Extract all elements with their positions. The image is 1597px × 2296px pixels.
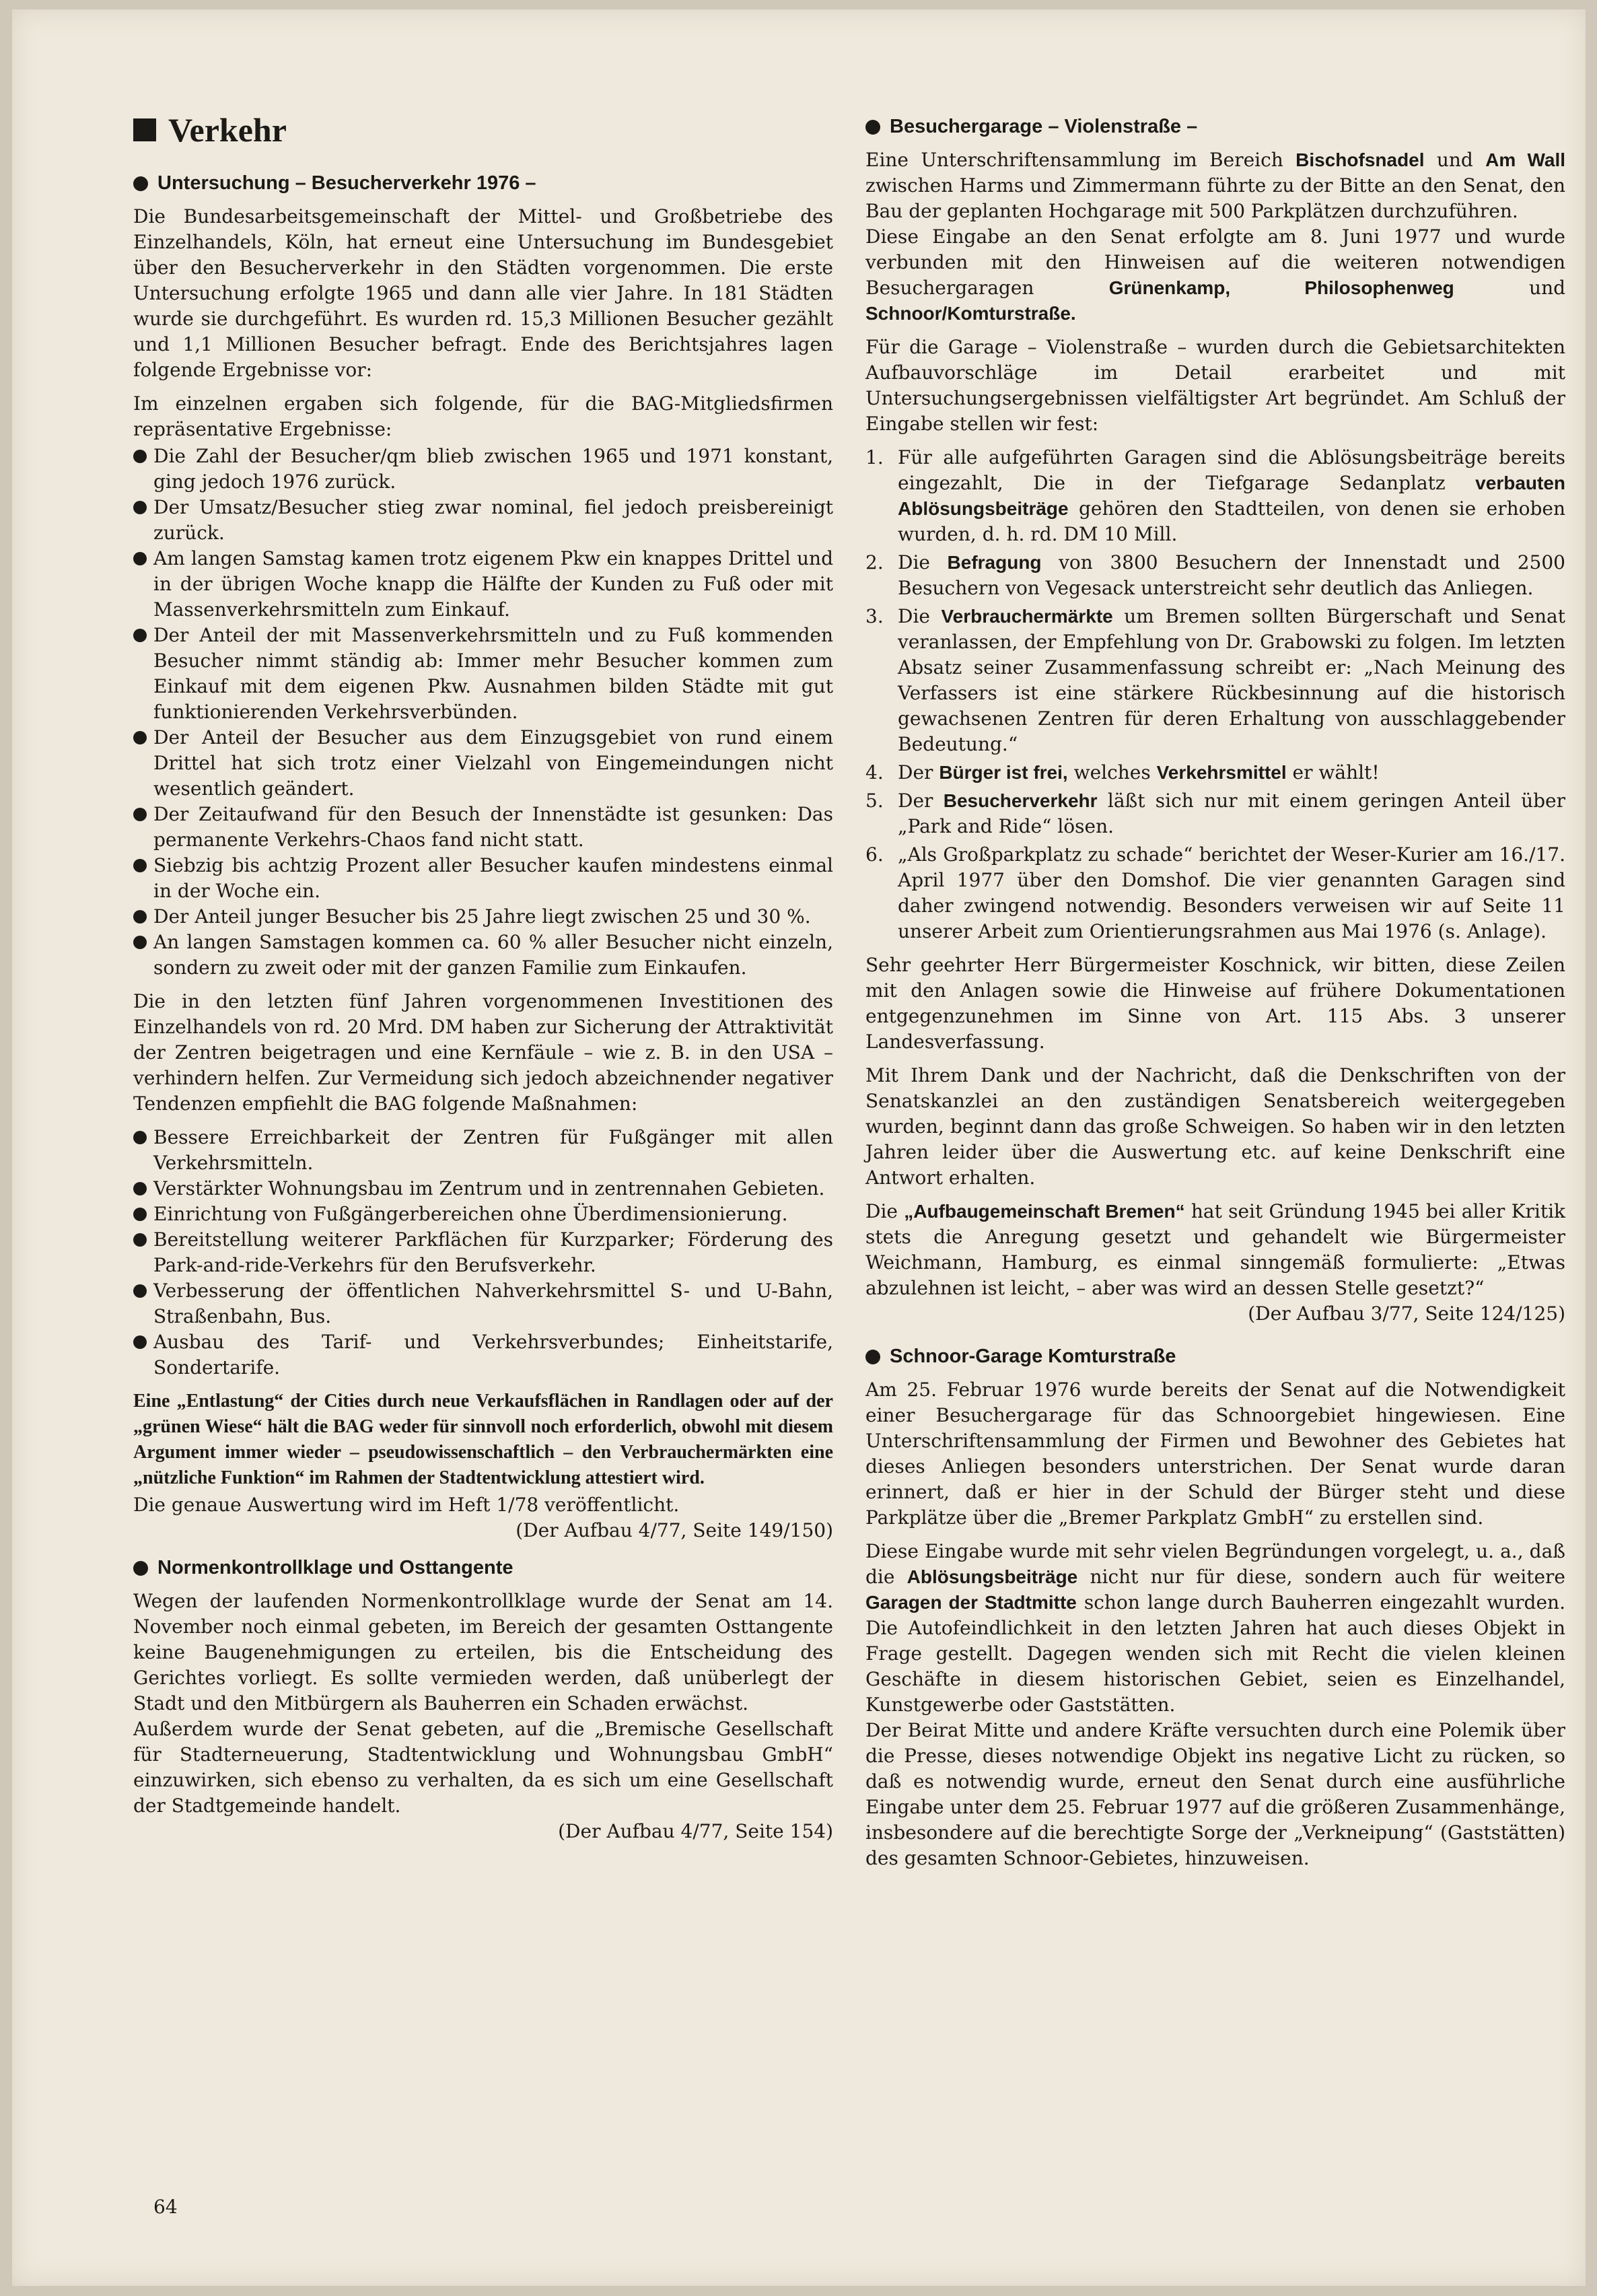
list-item: 2. Die Befragung von 3800 Besuchern der Innenstadt und 2500 Besuchern von Vegesack unterstreicht sehr deutlich das Anliegen. (865, 551, 1565, 599)
left-column (133, 110, 833, 1851)
bullet-dot-icon (865, 1350, 880, 1364)
paragraph: Diese Eingabe an den Senat erfolgte am 8. Juni 1977 und wurde verbunden mit den Hinweisen auf die weiteren notwendigen Besuchergaragen Grünenkamp, Philosophenweg und Schnoor/Komturstraße. (865, 225, 1566, 324)
results-list (133, 444, 833, 981)
paragraph: Mit Ihrem Dank und der Nachricht, daß die Denkschriften von der Senatskanzlei an den zuständigen Senatsbereich weitergegeben wurden, beginnt dann das große Schweigen. So haben wir in den letzten Jahren leider über die Auswertung etc. auf keine Denkschrift eine Antwort erhalten. (865, 1064, 1565, 1189)
list-item: Siebzig bis achtzig Prozent aller Besucher kaufen mindestens einmal in der Woche ein. (133, 853, 833, 904)
list-item: Der Umsatz/Besucher stieg zwar nominal, fiel jedoch preisbereinigt zurück. (133, 495, 833, 546)
list-item: Der Zeitaufwand für den Besuch der Innenstädte ist gesunken: Das permanente Verkehrs-Chaos fand nicht statt. (133, 802, 833, 853)
list-item: 4. Der Bürger ist frei, welches Verkehrsmittel er wählt! (865, 761, 1380, 784)
list-item: Ausbau des Tarif- und Verkehrsverbundes; Einheitstarife, Sondertarife. (133, 1329, 833, 1381)
list-item: 6. „Als Großparkplatz zu schade“ berichtet der Weser-Kurier am 16./17. April 1977 über den Domshof. Die vier genannten Garagen sind daher zwingend notwendig. Besonders verweisen wir auf Seite 11 unserer Arbeit zum Orientierungsrahmen aus Mai 1976 (s. Anlage). (865, 843, 1565, 942)
square-bullet-icon (133, 118, 156, 141)
document-page (12, 9, 1586, 2286)
list-item: Am langen Samstag kamen trotz eigenem Pkw ein knappes Drittel und in der übrigen Woche knapp die Hälfte der Kunden zu Fuß oder mit Massenverkehrsmitteln zum Einkauf. (133, 546, 833, 623)
list-item: Bessere Erreichbarkeit der Zentren für Fußgänger mit allen Verkehrsmitteln. (133, 1125, 833, 1176)
heading-besuchergarage: Besuchergarage – Violenstraße – (865, 116, 1565, 138)
list-item: Der Anteil junger Besucher bis 25 Jahre liegt zwischen 25 und 30 %. (133, 904, 833, 930)
bullet-dot-icon (133, 176, 148, 191)
citation: (Der Aufbau 4/77, Seite 154) (558, 1820, 833, 1842)
list-item: Die Zahl der Besucher/qm blieb zwischen 1965 und 1971 konstant, ging jedoch 1976 zurück. (133, 444, 833, 495)
page-number: 64 (153, 2196, 178, 2218)
paragraph: Im einzelnen ergaben sich folgende, für die BAG-Mitgliedsfirmen repräsentative Ergebnisse: (133, 392, 833, 440)
heading-untersuchung: Untersuchung – Besucherverkehr 1976 – (133, 172, 833, 195)
paragraph: Die in den letzten fünf Jahren vorgenommenen Investitionen des Einzelhandels von rd. 20 Mrd. DM haben zur Sicherung der Attraktivität der Zentren beigetragen und eine Kernfäule – wie z. B. in den USA – verhindern helfen. Zur Vermeidung sich jedoch abzeichnender negativer Tendenzen empfiehlt die BAG folgende Maßnahmen: (133, 990, 833, 1115)
section-title: Verkehr (133, 110, 833, 149)
list-item: Verstärkter Wohnungsbau im Zentrum und in zentrennahen Gebieten. (133, 1176, 833, 1202)
paragraph: Wegen der laufenden Normenkontrollklage wurde der Senat am 14. November noch einmal gebeten, im Bereich der gesamten Osttangente keine Baugenehmigungen zu erteilen, bis die Entscheidung des Gerichtes vorliegt. Es sollte vermieden werden, daß unüberlegt der Stadt und den Mitbürgern als Bauherren ein Schaden erwächst. (133, 1590, 833, 1714)
paragraph: Diese Eingabe wurde mit sehr vielen Begründungen vorgelegt, u. a., daß die Ablösungsbeiträge nicht nur für diese, sondern auch für weitere Garagen der Stadtmitte schon lange durch Bauherren eingezahlt wurden. Die Autofeindlichkeit in den letzten Jahren hat auch dieses Objekt in Frage gestellt. Dagegen wenden sich mit Recht die vielen kleinen Geschäfte in diesem historischen Gebiet, seien es Einzelhandel, Kunstgewerbe oder Gaststätten. (865, 1540, 1565, 1716)
paragraph: Die Bundesarbeitsgemeinschaft der Mittel- und Großbetriebe des Einzelhandels, Köln, hat erneut eine Untersuchung im Bundesgebiet über den Besucherverkehr in den Städten vorgenommen. Die erste Untersuchung erfolgte 1965 und dann alle vier Jahre. In 181 Städten wurde sie durchgeführt. Es wurden rd. 15,3 Millionen Besucher gezählt und 1,1 Millionen Besucher befragt. Ende des Berichtsjahres lagen folgende Ergebnisse vor: (133, 205, 833, 381)
bullet-dot-icon (133, 1561, 148, 1576)
citation: (Der Aufbau 4/77, Seite 149/150) (516, 1519, 833, 1541)
numbered-list (865, 445, 1565, 944)
paragraph: Eine Unterschriftensammlung im Bereich Bischofsnadel und Am Wall zwischen Harms und Zimmermann führte zu der Bitte an den Senat, den Bau der geplanten Hochgarage mit 500 Parkplätzen durchzuführen. (865, 149, 1566, 222)
list-item: Einrichtung von Fußgängerbereichen ohne Überdimensionierung. (133, 1202, 833, 1227)
paragraph: Außerdem wurde der Senat gebeten, auf die „Bremische Gesellschaft für Stadterneuerung, Stadtentwicklung und Wohnungsbau GmbH“ einzuwirken, sich ebenso zu verhalten, da es sich um eine Gesellschaft der Stadtgemeinde handelt. (133, 1718, 833, 1817)
heading-normenkontrollklage: Normenkontrollklage und Osttangente (133, 1557, 833, 1579)
measures-list (133, 1125, 833, 1381)
paragraph: Der Beirat Mitte und andere Kräfte versuchten durch eine Polemik über die Presse, dieses notwendige Objekt ins negative Licht zu rücken, so daß es notwendig wurde, erneut den Senat durch eine ausführliche Eingabe unter dem 25. Februar 1977 auf die größeren Zusammenhänge, insbesondere auf die berechtigte Sorge der „Verkneipung“ (Gaststätten) des gesamten Schnoor-Gebietes, hinzuweisen. (865, 1719, 1565, 1869)
list-item: An langen Samstagen kommen ca. 60 % aller Besucher nicht einzeln, sondern zu zweit oder mit der ganzen Familie zum Einkaufen. (133, 930, 833, 981)
paragraph: Die „Aufbaugemeinschaft Bremen“ hat seit Gründung 1945 bei aller Kritik stets die Anregung gesetzt und gehandelt wie Bürgermeister Weichmann, Hamburg, es einmal sinngemäß formulierte: „Etwas abzulehnen ist leicht, – aber was wird an dessen Stelle gesetzt?“ (865, 1200, 1566, 1299)
heading-schnoor-garage: Schnoor-Garage Komturstraße (865, 1346, 1565, 1368)
right-column (865, 110, 1565, 1879)
list-item: Der Anteil der Besucher aus dem Einzugsgebiet von rund einem Drittel hat sich trotz einer Vielzahl von Eingemeindungen nicht wesentlich geändert. (133, 725, 833, 802)
list-item: Der Anteil der mit Massenverkehrsmitteln und zu Fuß kommenden Besucher nimmt ständig ab: Immer mehr Besucher kommen zum Einkauf mit dem eigenen Pkw. Ausnahmen bilden Städte mit gut funktionierenden Verkehrsverbünden. (133, 623, 833, 725)
list-item: Verbesserung der öffentlichen Nahverkehrsmittel S- und U-Bahn, Straßenbahn, Bus. (133, 1278, 833, 1329)
paragraph: Die genaue Auswertung wird im Heft 1/78 veröffentlicht. (133, 1494, 680, 1516)
citation: (Der Aufbau 3/77, Seite 124/125) (1248, 1302, 1565, 1325)
paragraph: Sehr geehrter Herr Bürgermeister Koschnick, wir bitten, diese Zeilen mit den Anlagen sowie die Hinweise auf frühere Dokumentationen entgegenzunehmen im Sinne von Art. 115 Abs. 3 unserer Landesverfassung. (865, 954, 1565, 1053)
bullet-dot-icon (865, 120, 880, 135)
list-item: 5. Der Besucherverkehr läßt sich nur mit einem geringen Anteil über „Park and Ride“ lösen. (865, 790, 1565, 837)
list-item: 1. Für alle aufgeführten Garagen sind die Ablösungsbeiträge bereits eingezahlt, Die in der Tiefgarage Sedanplatz verbauten Ablösungsbeiträge gehören den Stadtteilen, von denen sie erhoben wurden, d. h. rd. DM 10 Mill. (865, 446, 1565, 545)
bold-statement: Eine „Entlastung“ der Cities durch neue Verkaufsflächen in Randlagen oder auf der „grünen Wiese“ hält die BAG weder für sinnvoll noch erforderlich, obwohl mit diesem Argument immer wieder – pseudowissenschaftlich – den Verbrauchermärkten eine „nützliche Funktion“ im Rahmen der Stadtentwicklung attestiert wird. (133, 1391, 833, 1488)
paragraph: Am 25. Februar 1976 wurde bereits der Senat auf die Notwendigkeit einer Besuchergarage für das Schnoorgebiet hingewiesen. Eine Unterschriftensammlung der Firmen und Bewohner des Gebietes hat dieses Anliegen besonders unterstrichen. Der Senat wurde daran erinnert, daß er hier in der Schuld der Bürger steht und diese Parkplätze über die „Bremer Parkplatz GmbH“ zu erstellen sind. (865, 1379, 1565, 1529)
list-item: 3. Die Verbrauchermärkte um Bremen sollten Bürgerschaft und Senat veranlassen, der Empfehlung von Dr. Grabowski zu folgen. Im letzten Absatz seiner Zusammenfassung schreibt er: „Nach Meinung des Verfassers ist eine stärkere Rückbesinnung auf die historisch gewachsenen Zentren für deren Erhaltung von ausschlaggebender Bedeutung.“ (865, 605, 1566, 755)
paragraph: Für die Garage – Violenstraße – wurden durch die Gebietsarchitekten Aufbauvorschläge im Detail erarbeitet und mit Untersuchungsergebnissen vielfältigster Art begründet. Am Schluß der Eingabe stellen wir fest: (865, 336, 1565, 435)
list-item: Bereitstellung weiterer Parkflächen für Kurzparker; Förderung des Park-and-ride-Verkehrs für den Berufsverkehr. (133, 1227, 833, 1278)
